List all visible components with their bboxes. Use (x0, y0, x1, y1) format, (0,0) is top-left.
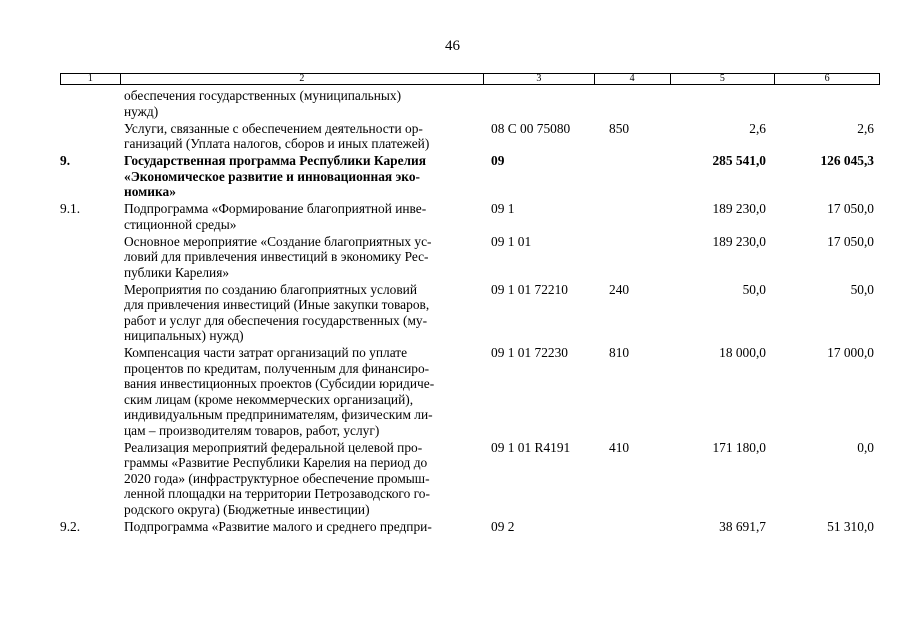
header-col-1: 1 (61, 74, 121, 84)
row-code: 09 1 01 R4191 (491, 439, 571, 455)
row-name: Основное мероприятие «Создание благоприятных ус- ловий для привлечения инвестиций в экономику Рес- публики Карелия» (124, 233, 432, 280)
row-name: Компенсация части затрат организаций по уплате процентов по кредитам, полученным для финансиро- вания инвестиционных проектов (Субсидии юридиче- ским лицам (кроме некоммерческих организаций), индивидуальным предпринимателям, физическим ли- цам – производителям товаров, работ, услуг) (124, 345, 435, 438)
page-number: 46 (445, 38, 460, 54)
row-name: Подпрограмма «Развитие малого и среднего предпри- (124, 518, 432, 534)
table-row (60, 234, 880, 281)
row-value-2: 17 000,0 (827, 345, 874, 360)
row-value-1: 189 230,0 (712, 201, 766, 216)
row-value-1: 2,6 (749, 120, 766, 136)
header-col-5: 5 (671, 74, 776, 84)
row-type: 410 (609, 439, 630, 455)
row-value-2: 0,0 (857, 439, 874, 455)
row-type: 810 (609, 345, 630, 360)
row-code: 09 (491, 153, 505, 168)
table-row (60, 201, 880, 232)
row-code: 09 1 01 (491, 233, 532, 249)
table-row (60, 88, 880, 119)
row-value-2: 2,6 (857, 120, 874, 136)
row-value-2: 126 045,3 (820, 153, 874, 168)
table-body (60, 88, 880, 534)
row-code: 08 С 00 75080 (491, 120, 571, 136)
row-code: 09 1 01 72210 (491, 281, 568, 297)
table-row (60, 121, 880, 152)
row-number: 9.1. (60, 201, 81, 216)
header-col-3: 3 (484, 74, 595, 84)
header-col-2: 2 (121, 74, 484, 84)
row-name: Реализация мероприятий федеральной целевой про- граммы «Развитие Республики Карелия на период до 2020 года» (инфраструктурное обеспечение промыш- ленной площадки на территории Петрозаводского го- родского округа) (Бюджетные инвестиции) (124, 439, 430, 517)
row-value-2: 17 050,0 (827, 201, 874, 216)
row-value-2: 50,0 (850, 281, 874, 297)
row-number: 9.2. (60, 518, 81, 534)
row-name: Подпрограмма «Формирование благоприятной инве- стиционной среды» (124, 201, 427, 232)
table-row (60, 519, 880, 535)
row-value-1: 285 541,0 (712, 153, 766, 168)
row-name: Государственная программа Республики Карелия «Экономическое развитие и инновационная эко- номика» (124, 153, 427, 199)
table-row (60, 153, 880, 200)
row-name: обеспечения государственных (муниципальных) нужд) (124, 88, 402, 119)
row-value-2: 51 310,0 (827, 518, 874, 534)
header-col-4: 4 (595, 74, 671, 84)
header-col-6: 6 (824, 73, 830, 84)
row-name: Мероприятия по созданию благоприятных условий для привлечения инвестиций (Иные закупки товаров, работ и услуг для обеспечения государственных (му- ниципальных) нужд) (124, 281, 430, 343)
row-type: 240 (609, 281, 630, 297)
row-value-1: 50,0 (742, 281, 766, 297)
table-row (60, 345, 880, 438)
table-header (60, 73, 880, 85)
row-number: 9. (60, 153, 71, 168)
row-value-1: 189 230,0 (712, 233, 766, 249)
row-value-1: 171 180,0 (712, 439, 766, 455)
row-code: 09 2 (491, 518, 515, 534)
row-code: 09 1 01 72230 (491, 345, 568, 360)
row-value-2: 17 050,0 (827, 233, 874, 249)
row-value-1: 38 691,7 (719, 518, 766, 534)
row-code: 09 1 (491, 201, 515, 216)
table-row (60, 282, 880, 344)
row-name: Услуги, связанные с обеспечением деятельности ор- ганизаций (Уплата налогов, сборов и иных платежей) (124, 120, 430, 151)
table-row (60, 440, 880, 518)
row-value-1: 18 000,0 (719, 345, 766, 360)
row-type: 850 (609, 120, 630, 136)
